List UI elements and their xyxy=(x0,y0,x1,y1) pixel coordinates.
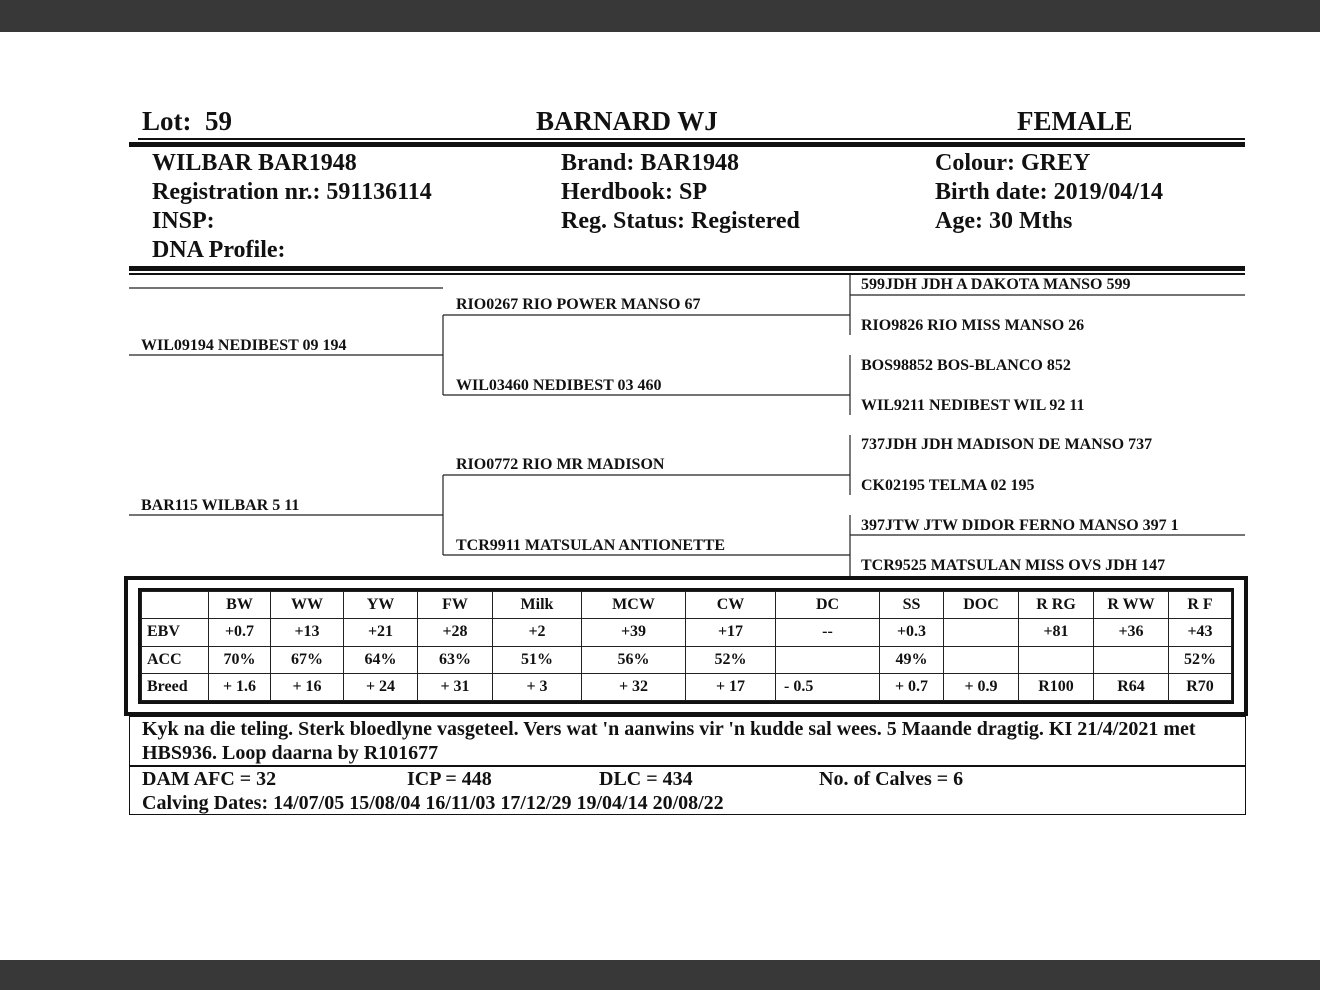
number-of-calves: No. of Calves = 6 xyxy=(819,768,964,790)
ebv-cell: 63% xyxy=(418,646,493,673)
ebv-header-cell: BW xyxy=(209,592,271,619)
ebv-cell: -- xyxy=(776,619,880,646)
dam-icp: ICP = 448 xyxy=(407,768,492,790)
ebv-header-cell: WW xyxy=(271,592,344,619)
ebv-row-ebv xyxy=(142,619,1232,646)
ebv-cell: +2 xyxy=(493,619,582,646)
registration-status: Reg. Status: Registered xyxy=(561,208,800,234)
gen3-ancestor: CK02195 TELMA 02 195 xyxy=(861,477,1035,494)
ebv-row-breed xyxy=(142,673,1232,700)
comments-box xyxy=(129,716,1246,815)
dam-name: BAR115 WILBAR 5 11 xyxy=(141,497,300,514)
ebv-cell: 51% xyxy=(493,646,582,673)
gen3-ancestor: 397JTW JTW DIDOR FERNO MANSO 397 1 xyxy=(861,517,1179,534)
ebv-cell: +28 xyxy=(418,619,493,646)
age: Age: 30 Mths xyxy=(935,208,1073,234)
ebv-cell: 64% xyxy=(344,646,418,673)
gen3-ancestor: WIL9211 NEDIBEST WIL 92 11 xyxy=(861,397,1085,414)
ebv-cell: +43 xyxy=(1169,619,1232,646)
ebv-cell: 52% xyxy=(686,646,776,673)
ebv-cell: + 32 xyxy=(582,673,686,700)
ebv-cell: +36 xyxy=(1094,619,1169,646)
ebv-cell: 49% xyxy=(880,646,944,673)
ebv-header-cell: CW xyxy=(686,592,776,619)
ebv-cell: R100 xyxy=(1019,673,1094,700)
gen3-ancestor: 599JDH JDH A DAKOTA MANSO 599 xyxy=(861,276,1131,293)
ebv-cell: +39 xyxy=(582,619,686,646)
ebv-cell: + 17 xyxy=(686,673,776,700)
ebv-cell xyxy=(944,646,1019,673)
dam-afc: DAM AFC = 32 xyxy=(142,768,277,790)
herdbook: Herdbook: SP xyxy=(561,179,708,205)
gen3-ancestor: TCR9525 MATSULAN MISS OVS JDH 147 xyxy=(861,557,1166,574)
animal-name: WILBAR BAR1948 xyxy=(152,150,357,176)
ebv-cell: + 24 xyxy=(344,673,418,700)
ebv-header-cell: YW xyxy=(344,592,418,619)
gen3-ancestor: RIO9826 RIO MISS MANSO 26 xyxy=(861,317,1085,334)
sire-dam-name: WIL03460 NEDIBEST 03 460 xyxy=(456,377,662,394)
ebv-cell: 70% xyxy=(209,646,271,673)
lot-label: Lot: 59 xyxy=(142,106,232,136)
ebv-header-cell: SS xyxy=(880,592,944,619)
dam-dlc: DLC = 434 xyxy=(599,768,693,790)
comments-divider xyxy=(130,765,1245,767)
sire-name: WIL09194 NEDIBEST 09 194 xyxy=(141,337,347,354)
ebv-header-cell: FW xyxy=(418,592,493,619)
ebv-cell: +13 xyxy=(271,619,344,646)
insp-label: INSP: xyxy=(152,208,215,234)
ebv-cell: 56% xyxy=(582,646,686,673)
ebv-cell: + 0.9 xyxy=(944,673,1019,700)
ebv-row-label: ACC xyxy=(142,646,209,673)
ebv-header-cell: DC xyxy=(776,592,880,619)
ebv-header-cell: R WW xyxy=(1094,592,1169,619)
colour: Colour: GREY xyxy=(935,150,1091,176)
ebv-header-row xyxy=(142,592,1232,619)
ebv-row-acc xyxy=(142,646,1232,673)
ebv-cell: +17 xyxy=(686,619,776,646)
ebv-header-cell xyxy=(142,592,209,619)
ebv-cell: + 1.6 xyxy=(209,673,271,700)
ebv-cell: +0.3 xyxy=(880,619,944,646)
sex-label: FEMALE xyxy=(1017,106,1133,136)
ebv-table xyxy=(141,591,1232,701)
ebv-header-cell: Milk xyxy=(493,592,582,619)
lot-number: 59 xyxy=(205,106,232,136)
ebv-header-cell: R RG xyxy=(1019,592,1094,619)
comments-text: Kyk na die teling. Sterk bloedlyne vasgeteel. Vers wat 'n aanwins vir 'n kudde sal wees. 5 Maande dragtig. KI 21/4/2021 met HBS936. Loop daarna by R101677 xyxy=(142,718,1196,764)
gen3-ancestor: BOS98852 BOS-BLANCO 852 xyxy=(861,357,1071,374)
ebv-cell: + 0.7 xyxy=(880,673,944,700)
dam-sire-name: RIO0772 RIO MR MADISON xyxy=(456,456,665,473)
ebv-cell: +0.7 xyxy=(209,619,271,646)
breeder-name: BARNARD WJ xyxy=(536,106,718,136)
sire-sire-name: RIO0267 RIO POWER MANSO 67 xyxy=(456,296,701,313)
ebv-header-cell: R F xyxy=(1169,592,1232,619)
ebv-cell xyxy=(1094,646,1169,673)
ebv-cell: + 16 xyxy=(271,673,344,700)
ebv-row-label: Breed xyxy=(142,673,209,700)
ebv-cell: +81 xyxy=(1019,619,1094,646)
ebv-cell: + 31 xyxy=(418,673,493,700)
calving-dates: Calving Dates: 14/07/05 15/08/04 16/11/03 17/12/29 19/04/14 20/08/22 xyxy=(142,792,724,814)
ebv-row-label: EBV xyxy=(142,619,209,646)
ebv-cell: R70 xyxy=(1169,673,1232,700)
gen3-ancestor: 737JDH JDH MADISON DE MANSO 737 xyxy=(861,436,1153,453)
ebv-header-cell: DOC xyxy=(944,592,1019,619)
ebv-table-frame xyxy=(124,576,1248,716)
dna-profile-label: DNA Profile: xyxy=(152,237,286,263)
ebv-cell: 67% xyxy=(271,646,344,673)
dam-dam-name: TCR9911 MATSULAN ANTIONETTE xyxy=(456,537,726,554)
ebv-table-inner-frame xyxy=(138,588,1234,704)
bottom-frame-bar xyxy=(0,960,1320,990)
ebv-cell xyxy=(944,619,1019,646)
ebv-cell: 52% xyxy=(1169,646,1232,673)
brand: Brand: BAR1948 xyxy=(561,150,740,176)
ebv-cell: +21 xyxy=(344,619,418,646)
ebv-cell: R64 xyxy=(1094,673,1169,700)
ebv-cell xyxy=(1019,646,1094,673)
registration-number: Registration nr.: 591136114 xyxy=(152,179,432,205)
ebv-header-cell: MCW xyxy=(582,592,686,619)
ebv-cell: - 0.5 xyxy=(776,673,880,700)
ebv-cell xyxy=(776,646,880,673)
birth-date: Birth date: 2019/04/14 xyxy=(935,179,1163,205)
ebv-cell: + 3 xyxy=(493,673,582,700)
